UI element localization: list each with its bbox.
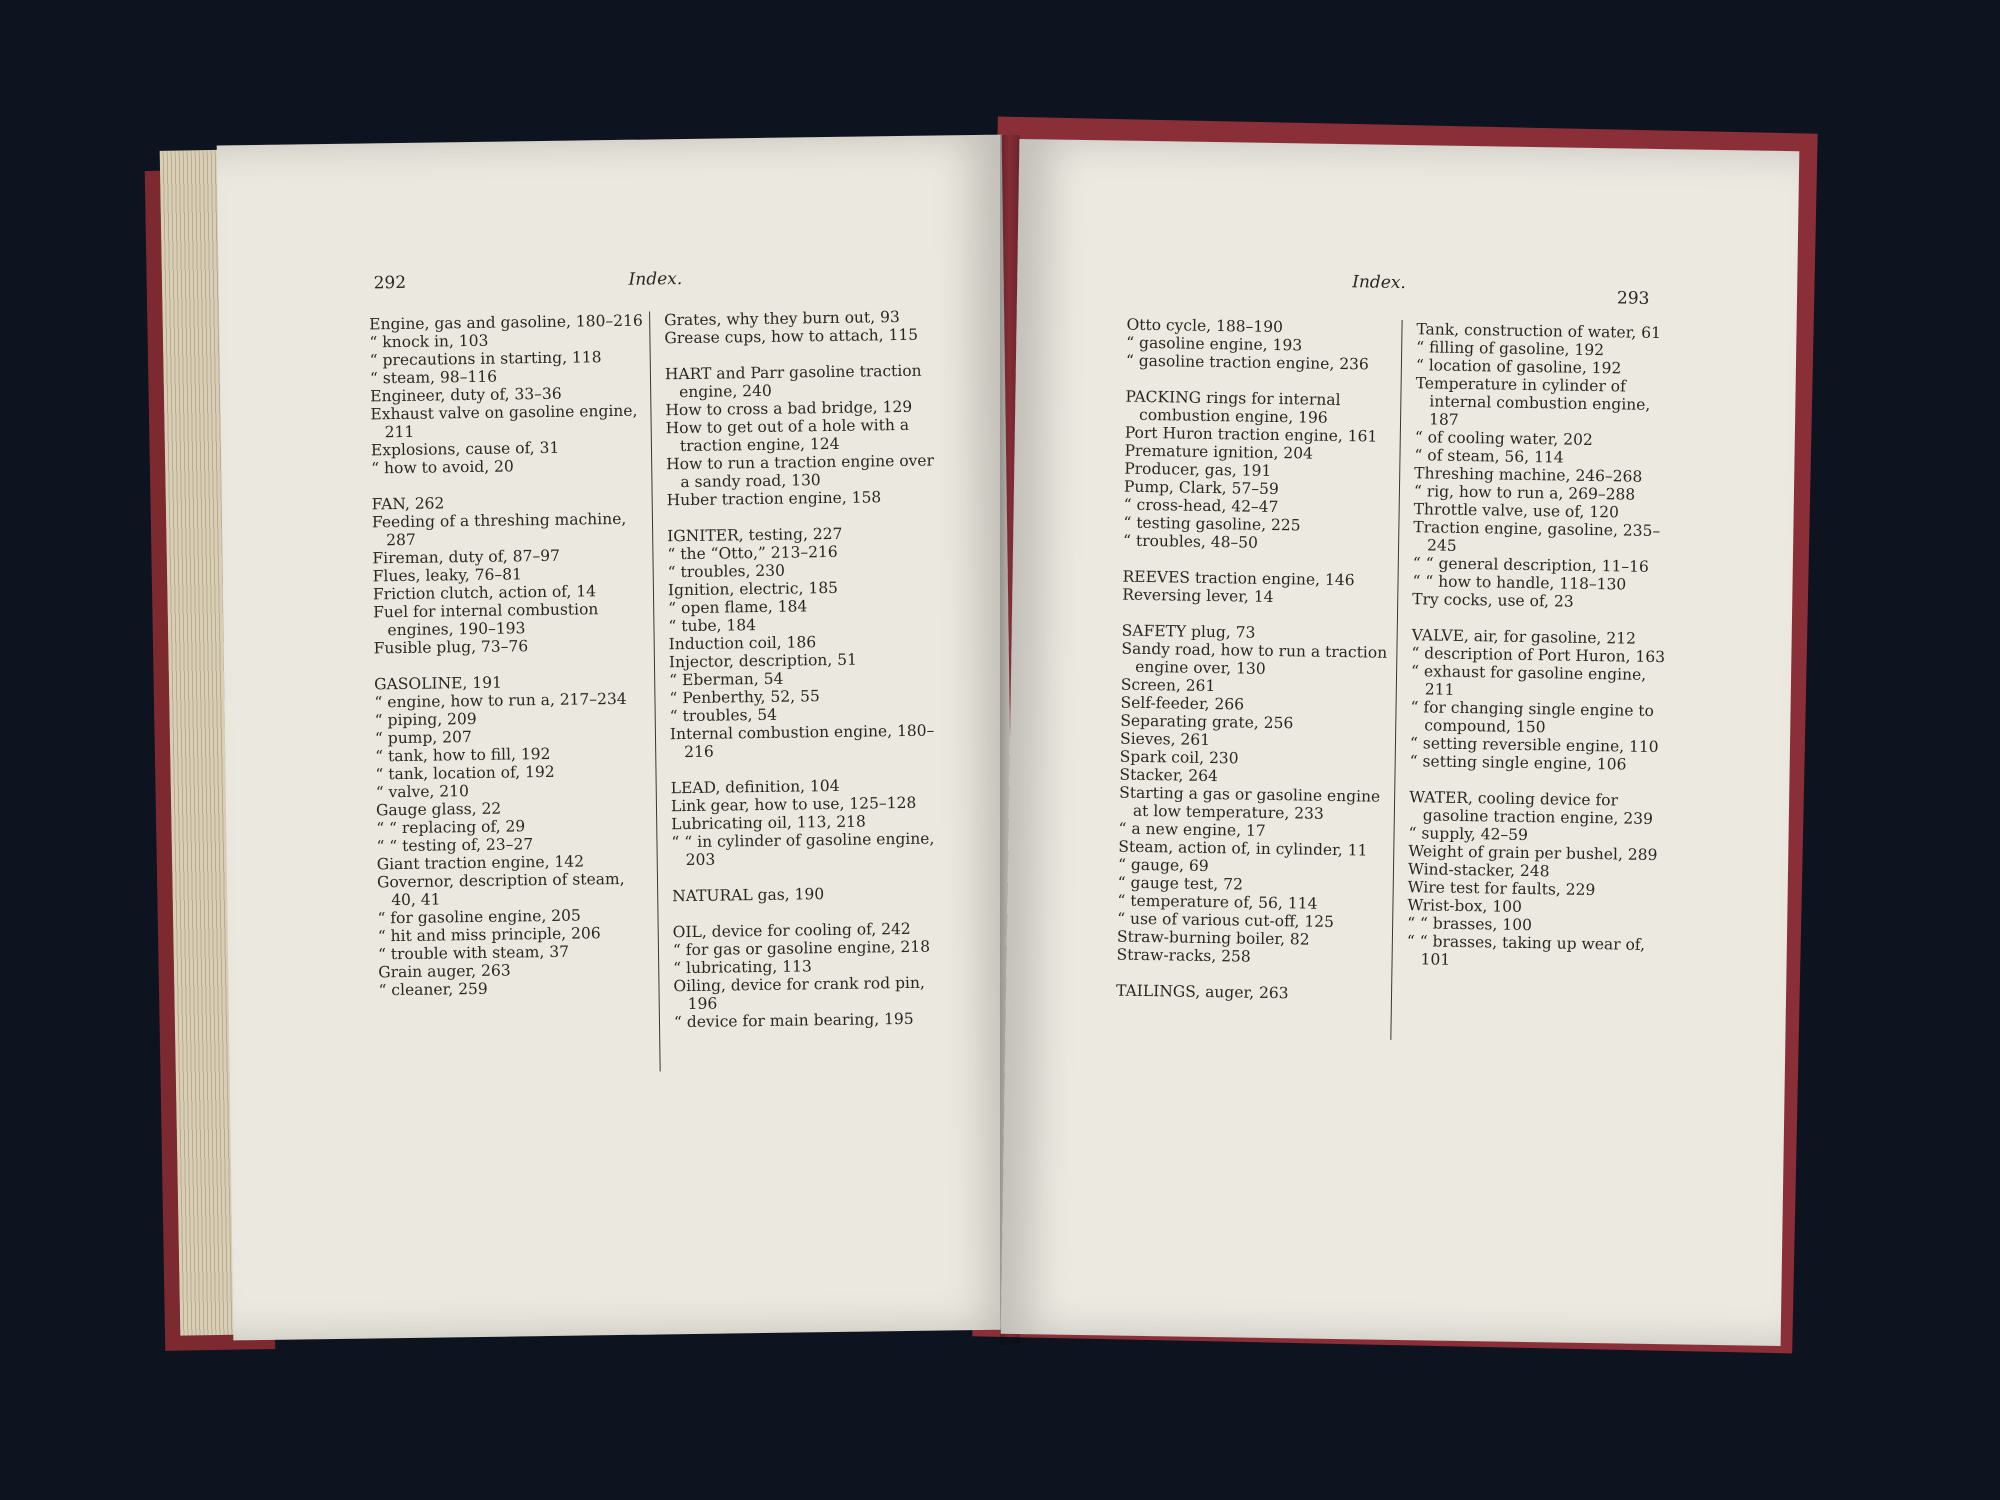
index-entry: FAN, 262 xyxy=(371,494,445,514)
index-entry: VALVE, air, for gasoline, 212 xyxy=(1411,626,1637,648)
index-entry: “ gasoline engine, 193 xyxy=(1126,333,1303,355)
index-entry: Friction clutch, action of, 14 xyxy=(372,582,597,604)
index-entry: GASOLINE, 191 xyxy=(374,673,502,694)
index-entry: “ engine, how to run a, 217–234 xyxy=(374,689,627,712)
index-entry: Wind-stacker, 248 xyxy=(1407,860,1550,881)
index-entry: Pump, Clark, 57–59 xyxy=(1123,477,1279,499)
index-entry: “ open flame, 184 xyxy=(668,597,808,618)
index-entry: Tank, construction of water, 61 xyxy=(1416,320,1662,343)
index-entry: SAFETY plug, 73 xyxy=(1121,621,1256,642)
index-entry: Temperature in cylinder of internal combustion engine, 187 xyxy=(1415,374,1651,429)
index-entry: PACKING rings for internal combustion engine, 196 xyxy=(1125,387,1341,427)
index-entry: “ for changing single engine to compound, 150 xyxy=(1410,698,1655,737)
index-entry: NATURAL gas, 190 xyxy=(672,885,825,906)
index-entry: Sieves, 261 xyxy=(1119,729,1211,750)
index-entry: “ description of Port Huron, 163 xyxy=(1411,644,1666,667)
index-entry: Fuel for internal combustion engines, 190–193 xyxy=(373,600,599,640)
index-entry: “ testing gasoline, 225 xyxy=(1123,513,1301,535)
index-entry: OIL, device for cooling of, 242 xyxy=(672,919,911,942)
index-entry: Flues, leaky, 76–81 xyxy=(372,565,523,586)
index-entry: “ troubles, 48–50 xyxy=(1122,531,1259,552)
index-entry: Starting a gas or gasoline engine at low temperature, 233 xyxy=(1119,783,1381,823)
index-entry: TAILINGS, auger, 263 xyxy=(1115,981,1289,1003)
index-entry: “ setting single engine, 106 xyxy=(1409,752,1627,774)
right-index-column-2 xyxy=(1406,320,1681,972)
index-entry: “ exhaust for gasoline engine, 211 xyxy=(1410,662,1647,699)
index-entry: Stacker, 264 xyxy=(1119,765,1219,786)
index-entry: “ “ replacing of, 29 xyxy=(376,817,526,838)
index-entry: “ “ brasses, taking up wear of, 101 xyxy=(1406,932,1646,969)
index-entry: Huber traction engine, 158 xyxy=(666,488,882,510)
index-entry: “ a new engine, 17 xyxy=(1118,819,1266,840)
index-entry: Engineer, duty of, 33–36 xyxy=(370,384,562,406)
index-entry: “ device for main bearing, 195 xyxy=(673,1009,914,1032)
index-entry: “ temperature of, 56, 114 xyxy=(1117,891,1318,913)
index-entry: “ Eberman, 54 xyxy=(669,669,784,690)
index-entry: “ valve, 210 xyxy=(375,782,470,802)
index-entry: Gauge glass, 22 xyxy=(375,799,502,820)
index-entry: “ troubles, 230 xyxy=(667,561,786,582)
index-entry: Grease cups, how to attach, 115 xyxy=(664,325,919,348)
index-entry: “ “ general description, 11–16 xyxy=(1412,554,1649,576)
index-entry: “ supply, 42–59 xyxy=(1408,824,1529,845)
index-entry: “ use of various cut-off, 125 xyxy=(1117,909,1335,931)
index-entry: Engine, gas and gasoline, 180–216 xyxy=(369,311,643,334)
right-running-head: Index. xyxy=(1352,272,1406,294)
right-page xyxy=(1001,139,1800,1346)
index-entry: Wire test for faults, 229 xyxy=(1407,878,1596,900)
index-entry: Try cocks, use of, 23 xyxy=(1412,590,1574,611)
index-entry: “ steam, 98–116 xyxy=(369,367,498,388)
index-entry: Grain auger, 263 xyxy=(378,961,511,982)
index-entry: Premature ignition, 204 xyxy=(1124,441,1314,463)
index-entry: “ how to avoid, 20 xyxy=(371,457,514,478)
index-entry: Threshing machine, 246–268 xyxy=(1414,464,1643,486)
right-index-column-1 xyxy=(1116,316,1402,1004)
index-entry: Self-feeder, 266 xyxy=(1120,693,1245,714)
index-entry: Induction coil, 186 xyxy=(668,633,817,654)
index-entry: “ for gas or gasoline engine, 218 xyxy=(672,937,931,960)
index-entry: Traction engine, gasoline, 235–245 xyxy=(1413,518,1661,555)
index-entry: “ cross-head, 42–47 xyxy=(1123,495,1279,517)
index-entry: Lubricating oil, 113, 218 xyxy=(671,812,866,834)
index-entry: “ of steam, 56, 114 xyxy=(1414,446,1564,467)
index-entry: “ tank, location of, 192 xyxy=(375,762,555,784)
left-running-head: Index. xyxy=(628,269,683,290)
index-entry: Separating grate, 256 xyxy=(1120,711,1294,733)
right-page-number: 293 xyxy=(1616,288,1650,309)
index-entry: Straw-burning boiler, 82 xyxy=(1116,927,1310,949)
index-entry: LEAD, definition, 104 xyxy=(670,776,840,798)
left-index-column-1 xyxy=(369,312,654,1000)
index-entry: Governor, description of steam, 40, 41 xyxy=(376,869,625,910)
index-entry: “ tank, how to fill, 192 xyxy=(375,744,551,766)
index-entry: WATER, cooling device for gasoline traction engine, 239 xyxy=(1409,788,1654,828)
index-entry: Throttle valve, use of, 120 xyxy=(1413,500,1620,522)
index-entry: “ for gasoline engine, 205 xyxy=(377,906,581,928)
index-entry: “ piping, 209 xyxy=(374,709,477,730)
index-entry: Ignition, electric, 185 xyxy=(667,578,839,600)
index-entry: “ “ how to handle, 118–130 xyxy=(1412,572,1627,594)
left-index-column-2 xyxy=(664,307,949,1031)
index-entry: Giant traction engine, 142 xyxy=(376,852,585,874)
index-entry: Spark coil, 230 xyxy=(1119,747,1239,768)
index-entry: “ precautions in starting, 118 xyxy=(369,348,602,370)
index-entry: Weight of grain per bushel, 289 xyxy=(1408,842,1658,865)
index-entry: “ setting reversible engine, 110 xyxy=(1409,734,1659,757)
index-entry: “ gauge, 69 xyxy=(1117,855,1209,876)
index-entry: “ the “Otto,” 213–216 xyxy=(667,542,838,564)
index-entry: “ gasoline traction engine, 236 xyxy=(1125,351,1369,374)
index-entry: REEVES traction engine, 146 xyxy=(1122,567,1355,590)
index-entry: Grates, why they burn out, 93 xyxy=(664,308,900,330)
index-entry: Otto cycle, 188–190 xyxy=(1126,315,1284,337)
index-entry: “ tube, 184 xyxy=(668,616,757,636)
index-entry: HART and Parr gasoline traction engine, 240 xyxy=(664,361,922,402)
index-entry: “ rig, how to run a, 269–288 xyxy=(1413,482,1636,504)
index-entry: “ trouble with steam, 37 xyxy=(377,942,570,964)
index-entry: “ cleaner, 259 xyxy=(378,979,488,1000)
index-entry: “ “ in cylinder of gasoline engine, 203 xyxy=(671,829,935,870)
index-entry: “ hit and miss principle, 206 xyxy=(377,924,601,946)
index-entry: How to run a traction engine over a sandy road, 130 xyxy=(666,451,935,492)
index-entry: Explosions, cause of, 31 xyxy=(370,438,560,460)
index-entry: Oiling, device for crank rod pin, 196 xyxy=(673,973,925,1014)
index-entry: Wrist-box, 100 xyxy=(1407,896,1523,916)
index-entry: “ pump, 207 xyxy=(374,728,472,748)
index-entry: “ Penberthy, 52, 55 xyxy=(669,687,820,708)
index-entry: IGNITER, testing, 227 xyxy=(667,524,843,546)
index-entry: “ “ brasses, 100 xyxy=(1407,914,1533,935)
index-entry: How to cross a bad bridge, 129 xyxy=(665,397,913,420)
index-entry: “ filling of gasoline, 192 xyxy=(1416,338,1605,360)
index-entry: Port Huron traction engine, 161 xyxy=(1124,423,1378,446)
index-entry: “ “ testing of, 23–27 xyxy=(376,835,534,856)
index-entry: “ knock in, 103 xyxy=(369,331,489,352)
index-entry: Steam, action of, in cylinder, 11 xyxy=(1118,837,1368,860)
index-entry: Fireman, duty of, 87–97 xyxy=(372,546,561,568)
index-entry: How to get out of a hole with a traction engine, 124 xyxy=(665,415,910,456)
index-entry: Producer, gas, 191 xyxy=(1124,459,1272,480)
index-entry: Feeding of a threshing machine, 287 xyxy=(371,509,627,550)
index-entry: Sandy road, how to run a traction engine over, 130 xyxy=(1121,639,1388,678)
index-entry: Exhaust valve on gasoline engine, 211 xyxy=(370,401,638,442)
index-entry: “ troubles, 54 xyxy=(669,705,778,726)
left-page xyxy=(217,135,1019,1341)
index-entry: Injector, description, 51 xyxy=(668,650,858,672)
index-entry: “ location of gasoline, 192 xyxy=(1415,356,1622,378)
index-entry: Screen, 261 xyxy=(1120,675,1216,696)
index-entry: “ gauge test, 72 xyxy=(1117,873,1244,894)
index-entry: “ lubricating, 113 xyxy=(673,957,812,978)
left-page-number: 292 xyxy=(373,272,407,294)
index-entry: “ of cooling water, 202 xyxy=(1414,428,1593,449)
index-entry: Straw-racks, 258 xyxy=(1116,945,1251,966)
index-entry: Link gear, how to use, 125–128 xyxy=(670,793,917,816)
index-entry: Reversing lever, 14 xyxy=(1122,585,1274,606)
index-entry: Fusible plug, 73–76 xyxy=(373,637,529,658)
index-entry: Internal combustion engine, 180–216 xyxy=(669,721,935,762)
